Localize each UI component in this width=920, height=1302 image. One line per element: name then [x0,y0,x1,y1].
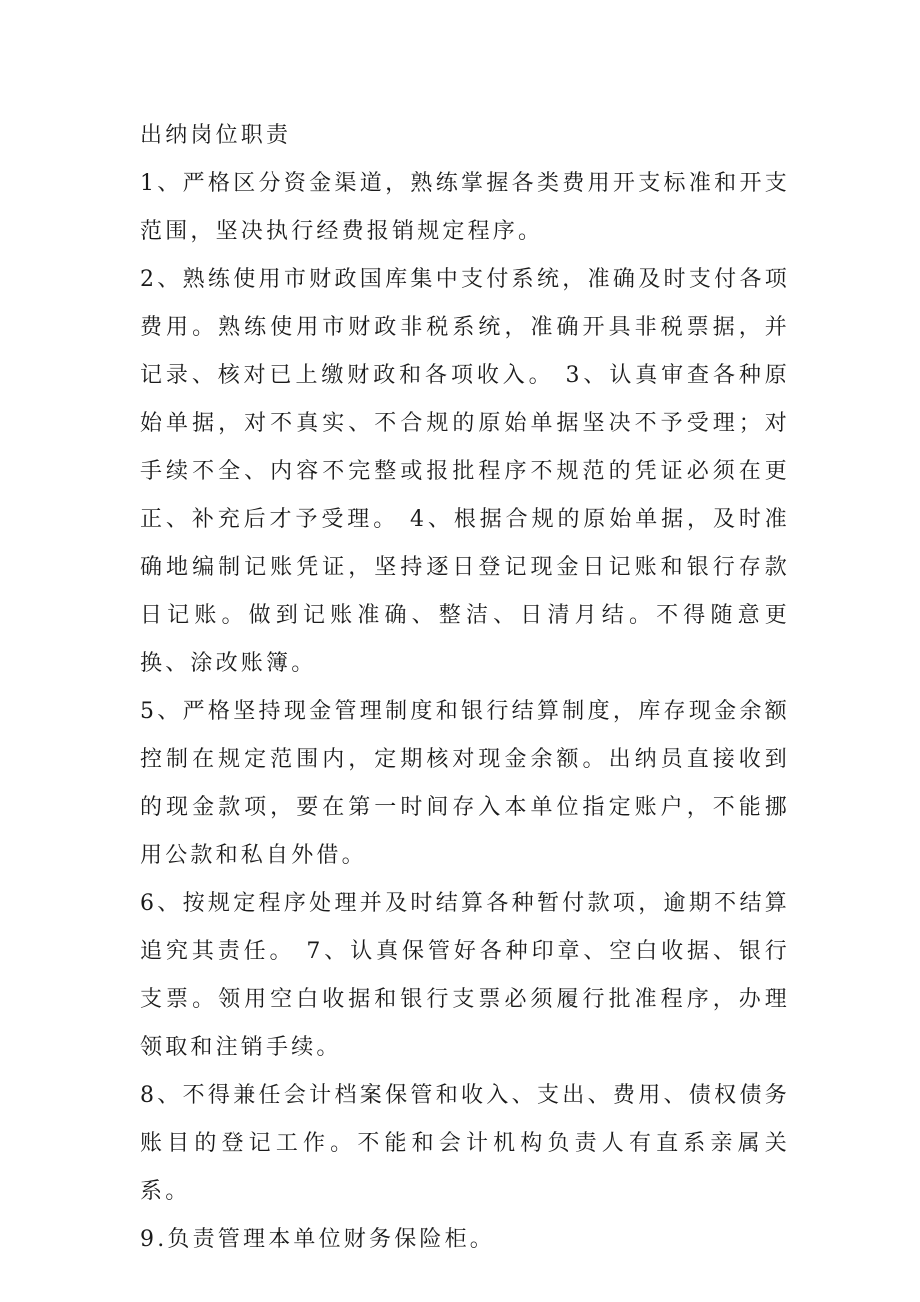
paragraph-6: 9.负责管理本单位财务保险柜。 [140,1227,495,1252]
paragraph-5: 8、不得兼任会计档案保管和收入、支出、费用、债权债务账目的登记工作。不能和会计机构负责人有直系亲属关系。 [140,1083,790,1204]
document-title: 出纳岗位职责 [140,123,292,148]
paragraph-3: 5、严格坚持现金管理制度和银行结算制度，库存现金余额控制在规定范围内，定期核对现金余额。出纳员直接收到的现金款项，要在第一时间存入本单位指定账户，不能挪用公款和私自外借。 [140,699,790,868]
paragraph-4: 6、按规定程序处理并及时结算各种暂付款项，逾期不结算追究其责任。 7、认真保管好各种印章、空白收据、银行支票。领用空白收据和银行支票必须履行批准程序，办理领取和注销手续。 [140,891,790,1060]
document-page [140,112,790,1264]
paragraph-1: 1、严格区分资金渠道，熟练掌握各类费用开支标准和开支范围，坚决执行经费报销规定程序。 [140,171,790,244]
paragraph-2: 2、熟练使用市财政国库集中支付系统，准确及时支付各项费用。熟练使用市财政非税系统，准确开具非税票据，并记录、核对已上缴财政和各项收入。 3、认真审查各种原始单据，对不真实、不合规的原始单据坚决不予受理；对手续不全、内容不完整或报批程序不规范的凭证必须在更正、补充后才予受理。 4、根据合规的原始单据，及时准确地编制记账凭证，坚持逐日登记现金日记账和银行存款日记账。做到记账准确、整洁、日清月结。不得随意更换、涂改账簿。 [140,267,790,676]
